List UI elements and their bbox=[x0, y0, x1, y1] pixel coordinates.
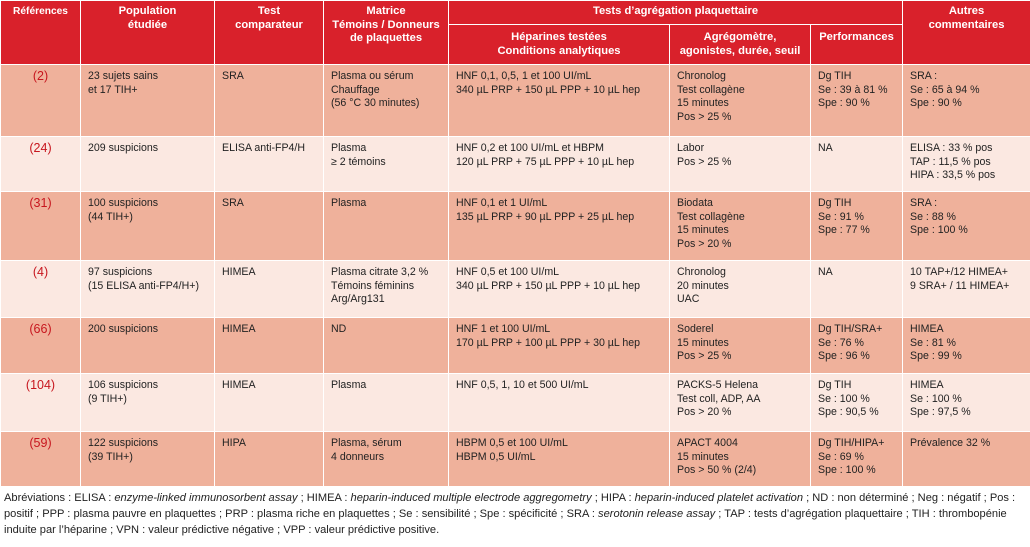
test-cell: HIMEA bbox=[215, 261, 324, 318]
header-references: Références bbox=[1, 1, 81, 65]
performances-cell: Dg TIH/HIPA+ Se : 69 % Spe : 100 % bbox=[811, 432, 903, 487]
test-cell: HIPA bbox=[215, 432, 324, 487]
heparines-cell: HNF 0,5 et 100 UI/mL 340 µL PRP + 150 µL PPP + 10 µL hep bbox=[449, 261, 670, 318]
header-autres-commentaires: Autres commentaires bbox=[903, 1, 1030, 65]
test-cell: ELISA anti-FP4/H bbox=[215, 137, 324, 192]
matrice-cell: Plasma ≥ 2 témoins bbox=[324, 137, 449, 192]
table-row bbox=[1, 261, 1030, 318]
table-row bbox=[1, 137, 1030, 192]
table-row bbox=[1, 374, 1030, 432]
matrice-cell: Plasma, sérum 4 donneurs bbox=[324, 432, 449, 487]
heparines-cell: HNF 0,2 et 100 UI/mL et HBPM 120 µL PRP + 75 µL PPP + 10 µL hep bbox=[449, 137, 670, 192]
performances-cell: Dg TIH Se : 91 % Spe : 77 % bbox=[811, 192, 903, 261]
autres-cell: HIMEA Se : 100 % Spe : 97,5 % bbox=[903, 374, 1030, 432]
abbreviations-footnote bbox=[4, 490, 1028, 538]
performances-cell: Dg TIH Se : 39 à 81 % Spe : 90 % bbox=[811, 65, 903, 137]
matrice-cell: Plasma bbox=[324, 192, 449, 261]
performances-cell: Dg TIH Se : 100 % Spe : 90,5 % bbox=[811, 374, 903, 432]
header-matrice: Matrice Témoins / Donneurs de plaquettes bbox=[324, 1, 449, 65]
agregometre-cell: Soderel 15 minutes Pos > 25 % bbox=[670, 318, 811, 374]
agregometre-cell: APACT 4004 15 minutes Pos > 50 % (2/4) bbox=[670, 432, 811, 487]
agregometre-cell: Chronolog Test collagène 15 minutes Pos > 25 % bbox=[670, 65, 811, 137]
heparines-cell: HNF 1 et 100 UI/mL 170 µL PRP + 100 µL PPP + 30 µL hep bbox=[449, 318, 670, 374]
header-agregometre: Agrégomètre, agonistes, durée, seuil bbox=[670, 25, 811, 65]
reference-cell: (59) bbox=[1, 432, 81, 487]
footnote-text: ; HIMEA : bbox=[297, 492, 351, 504]
matrice-cell: Plasma ou sérum Chauffage (56 °C 30 minutes) bbox=[324, 65, 449, 137]
heparines-cell: HBPM 0,5 et 100 UI/mL HBPM 0,5 UI/mL bbox=[449, 432, 670, 487]
header-population: Population étudiée bbox=[81, 1, 215, 65]
footnote-text: ; TAP : tests d’agrégation plaquettaire ; TIH : thrombopénie induite par l’héparine ; VPN : valeur prédictive négative ; VPP : valeur prédictive positive. bbox=[4, 508, 1007, 536]
autres-cell: Prévalence 32 % bbox=[903, 432, 1030, 487]
matrice-cell: ND bbox=[324, 318, 449, 374]
population-cell: 209 suspicions bbox=[81, 137, 215, 192]
header-test-comparateur: Test comparateur bbox=[215, 1, 324, 65]
agregometre-cell: Biodata Test collagène 15 minutes Pos > 20 % bbox=[670, 192, 811, 261]
reference-cell: (24) bbox=[1, 137, 81, 192]
footnote-text: ; HIPA : bbox=[591, 492, 635, 504]
performances-cell: NA bbox=[811, 137, 903, 192]
footnote-term: enzyme-linked immunosorbent assay bbox=[114, 492, 298, 504]
test-cell: SRA bbox=[215, 65, 324, 137]
footnote-term: heparin-induced platelet activation bbox=[634, 492, 803, 504]
population-cell: 122 suspicions (39 TIH+) bbox=[81, 432, 215, 487]
reference-cell: (31) bbox=[1, 192, 81, 261]
reference-cell: (66) bbox=[1, 318, 81, 374]
reference-cell: (4) bbox=[1, 261, 81, 318]
performances-cell: NA bbox=[811, 261, 903, 318]
test-cell: HIMEA bbox=[215, 374, 324, 432]
table-row bbox=[1, 432, 1030, 487]
autres-cell: HIMEA Se : 81 % Spe : 99 % bbox=[903, 318, 1030, 374]
agregometre-cell: Labor Pos > 25 % bbox=[670, 137, 811, 192]
population-cell: 97 suspicions (15 ELISA anti-FP4/H+) bbox=[81, 261, 215, 318]
autres-cell: ELISA : 33 % pos TAP : 11,5 % pos HIPA : 33,5 % pos bbox=[903, 137, 1030, 192]
agregometre-cell: Chronolog 20 minutes UAC bbox=[670, 261, 811, 318]
table-row bbox=[1, 192, 1030, 261]
header-performances: Performances bbox=[811, 25, 903, 65]
matrice-cell: Plasma bbox=[324, 374, 449, 432]
autres-cell: SRA : Se : 88 % Spe : 100 % bbox=[903, 192, 1030, 261]
table-row bbox=[1, 318, 1030, 374]
footnote-text: ; ND : non déterminé ; Neg : négatif ; Pos : positif ; PPP : plasma pauvre en plaquettes ; PRP : plasma riche en plaquettes ; Se : sensibilité ; Spe : spécificité ; SRA : bbox=[4, 492, 1016, 520]
table-row bbox=[1, 65, 1030, 137]
footnote-term: serotonin release assay bbox=[598, 508, 716, 520]
agregometre-cell: PACKS-5 Helena Test coll, ADP, AA Pos > 20 % bbox=[670, 374, 811, 432]
reference-cell: (2) bbox=[1, 65, 81, 137]
population-cell: 23 sujets sains et 17 TIH+ bbox=[81, 65, 215, 137]
heparines-cell: HNF 0,1 et 1 UI/mL 135 µL PRP + 90 µL PPP + 25 µL hep bbox=[449, 192, 670, 261]
header-tests-agregation: Tests d’agrégation plaquettaire bbox=[449, 1, 903, 25]
test-cell: HIMEA bbox=[215, 318, 324, 374]
footnote-text: Abréviations : ELISA : bbox=[4, 492, 115, 504]
reference-cell: (104) bbox=[1, 374, 81, 432]
heparines-cell: HNF 0,1, 0,5, 1 et 100 UI/mL 340 µL PRP + 150 µL PPP + 10 µL hep bbox=[449, 65, 670, 137]
performances-cell: Dg TIH/SRA+ Se : 76 % Spe : 96 % bbox=[811, 318, 903, 374]
footnote-term: heparin-induced multiple electrode aggregometry bbox=[350, 492, 592, 504]
autres-cell: 10 TAP+/12 HIMEA+ 9 SRA+ / 11 HIMEA+ bbox=[903, 261, 1030, 318]
population-cell: 200 suspicions bbox=[81, 318, 215, 374]
population-cell: 100 suspicions (44 TIH+) bbox=[81, 192, 215, 261]
matrice-cell: Plasma citrate 3,2 % Témoins féminins Arg/Arg131 bbox=[324, 261, 449, 318]
population-cell: 106 suspicions (9 TIH+) bbox=[81, 374, 215, 432]
autres-cell: SRA : Se : 65 à 94 % Spe : 90 % bbox=[903, 65, 1030, 137]
heparines-cell: HNF 0,5, 1, 10 et 500 UI/mL bbox=[449, 374, 670, 432]
header-heparines: Héparines testées Conditions analytiques bbox=[449, 25, 670, 65]
test-cell: SRA bbox=[215, 192, 324, 261]
